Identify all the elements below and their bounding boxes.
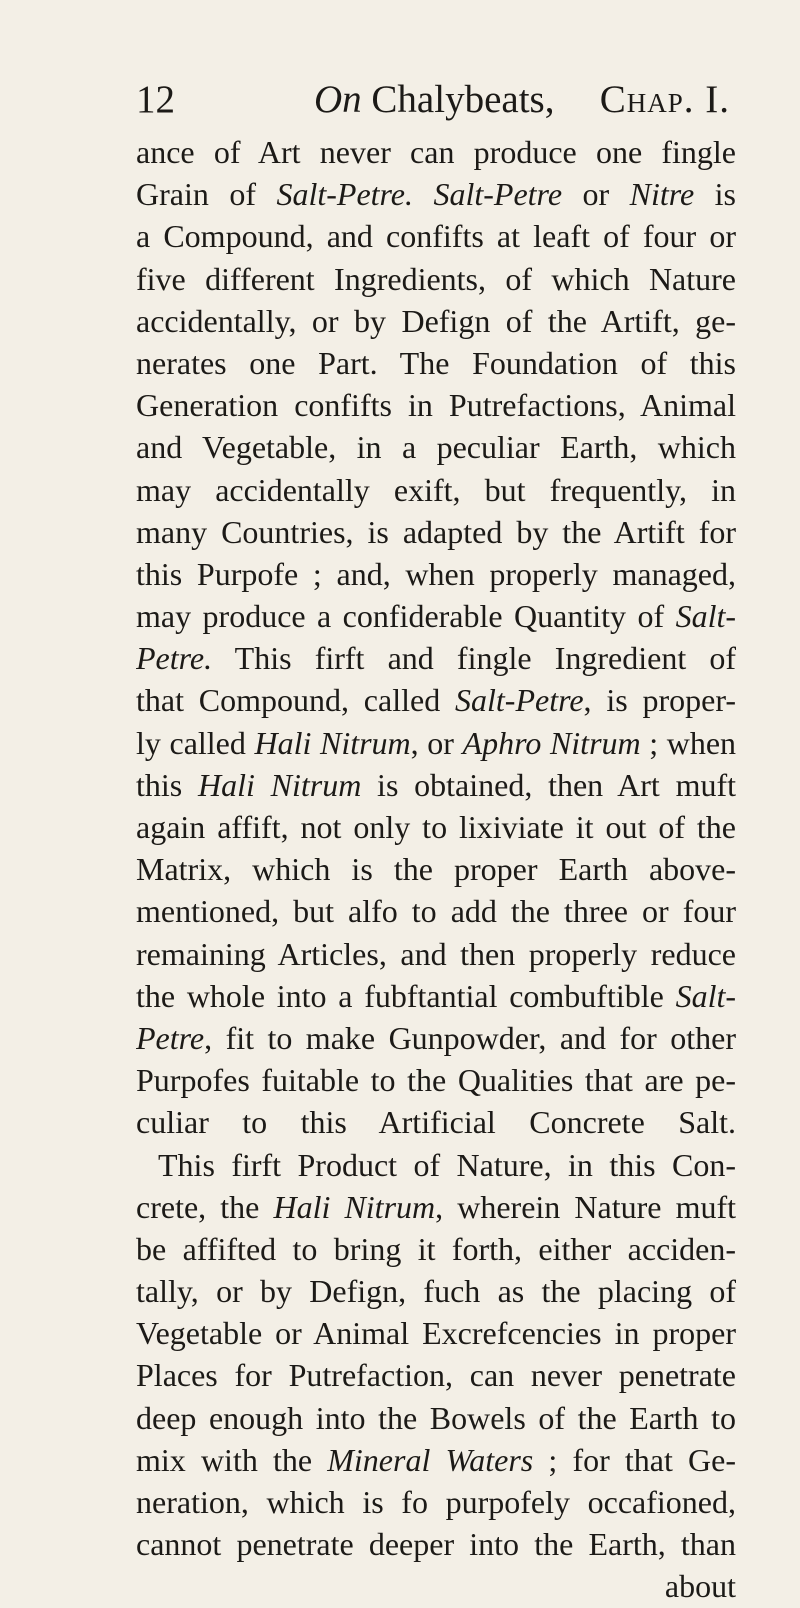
text-line <box>136 806 736 848</box>
text-run: Grain of <box>136 176 277 213</box>
text-run: again affift, not only to lixiviate it out of the <box>136 809 736 845</box>
text-line <box>136 215 736 257</box>
text-run: , is proper- <box>583 682 736 719</box>
text-run: ly called <box>136 724 255 761</box>
text-line <box>136 426 736 468</box>
text-line <box>136 1481 736 1523</box>
text-run: nerates one Part. The Foundation of this <box>136 344 736 381</box>
text-run: Places for Putrefaction, can never penetrate <box>136 1357 736 1394</box>
text-run: that Compound, called <box>136 682 455 719</box>
text-line <box>136 1354 736 1396</box>
text-run: , fit to make Gunpowder, and for other <box>204 1019 736 1056</box>
text-line <box>136 637 736 679</box>
text-run: ; when <box>640 724 736 761</box>
text-run: is obtained, then Art muft <box>361 766 736 803</box>
text-run: This firft Product of Nature, in this Con- <box>158 1146 736 1183</box>
text-run: accidentally, or by Defign of the Artift, ge- <box>136 302 736 339</box>
italic-run: Salt- <box>675 598 736 635</box>
text-run: is <box>694 176 736 213</box>
italic-run: Mineral Waters <box>327 1441 534 1478</box>
text-line <box>136 258 736 300</box>
text-run: neration, which is fo purpofely occafioned, <box>136 1484 736 1520</box>
text-line <box>136 1059 736 1101</box>
text-line <box>136 933 736 975</box>
text-run: deep enough into the Bowels of the Earth to <box>136 1399 736 1436</box>
text-run: about <box>664 1568 736 1605</box>
text-line <box>136 975 736 1017</box>
running-title <box>314 74 554 126</box>
chapter-label: Chap. I. <box>599 78 730 121</box>
text-line <box>136 1144 736 1186</box>
text-run: a Compound, and confifts at leaft of four or <box>136 218 736 255</box>
text-run: mix with the <box>136 1441 328 1478</box>
text-run: , wherein Nature muft <box>435 1188 736 1225</box>
text-line <box>136 131 736 173</box>
text-run <box>413 176 433 212</box>
text-line <box>136 1270 736 1312</box>
italic-run: Salt-Petre <box>433 176 563 213</box>
text-run: may accidentally exift, but frequently, in <box>136 471 736 508</box>
text-line <box>136 553 736 595</box>
text-run: , or <box>410 724 463 761</box>
italic-run: Aphro Nitrum <box>462 724 641 761</box>
italic-run: Salt-Petre <box>455 682 584 719</box>
text-run: ; for that Ge- <box>533 1441 736 1478</box>
text-line <box>136 1523 736 1565</box>
page-number: 12 <box>136 78 175 121</box>
text-line <box>136 890 736 932</box>
running-header <box>136 74 730 126</box>
text-line <box>136 1186 736 1228</box>
text-run: be affifted to bring it forth, either acciden- <box>136 1230 736 1267</box>
text-line <box>136 679 736 721</box>
text-run: culiar to this Artificial Concrete Salt. <box>136 1104 736 1141</box>
text-run: and Vegetable, in a peculiar Earth, which <box>136 429 736 466</box>
text-line <box>136 764 736 806</box>
text-line <box>136 1228 736 1270</box>
italic-run: Hali Nitrum <box>273 1188 436 1225</box>
text-run: crete, the <box>136 1188 274 1225</box>
text-line <box>136 722 736 764</box>
italic-run: Nitre <box>629 176 695 213</box>
text-run: tally, or by Defign, fuch as the placing of <box>136 1273 736 1310</box>
text-line <box>136 342 736 384</box>
text-line <box>136 300 736 342</box>
text-line <box>136 173 736 215</box>
text-run: Generation confifts in Putrefactions, Animal <box>136 387 736 424</box>
text-run: the whole into a fubftantial combuftible <box>136 977 676 1014</box>
text-line <box>136 1565 736 1607</box>
text-run: five different Ingredients, of which Nature <box>136 260 736 297</box>
text-line <box>136 1439 736 1481</box>
text-line <box>136 1312 736 1354</box>
text-run: many Countries, is adapted by the Artift for <box>136 513 736 550</box>
text-line <box>136 1101 736 1143</box>
text-run: this Purpofe ; and, when properly managed, <box>136 555 736 592</box>
text-run: This firft and fingle Ingredient of <box>212 640 736 677</box>
text-run: Vegetable or Animal Excrefcencies in proper <box>136 1315 736 1352</box>
text-run: mentioned, but alfo to add the three or four <box>136 893 736 930</box>
text-run: or <box>562 176 630 213</box>
text-run: Purpofes fuitable to the Qualities that are pe- <box>136 1062 736 1099</box>
text-run: remaining Articles, and then properly reduce <box>136 935 736 972</box>
italic-run: Hali Nitrum <box>197 766 362 803</box>
text-line <box>136 1017 736 1059</box>
text-line <box>136 1397 736 1439</box>
text-run: this <box>136 766 198 803</box>
text-line <box>136 848 736 890</box>
text-line <box>136 469 736 511</box>
italic-run: Petre. <box>136 640 213 677</box>
italic-run: Petre <box>136 1019 205 1056</box>
running-title-italic: On <box>314 78 362 121</box>
text-line <box>136 511 736 553</box>
text-run: ance of Art never can produce one fingle <box>136 134 736 170</box>
body-text <box>136 131 736 1608</box>
italic-run: Salt- <box>675 977 736 1014</box>
text-line <box>136 595 736 637</box>
text-line <box>136 384 736 426</box>
text-run: Matrix, which is the proper Earth above- <box>136 851 736 888</box>
text-run: may produce a confiderable Quantity of <box>136 598 676 635</box>
running-title-rest: Chalybeats, <box>361 78 555 121</box>
italic-run: Salt-Petre. <box>276 176 413 213</box>
italic-run: Hali Nitrum <box>254 724 411 761</box>
text-run: cannot penetrate deeper into the Earth, than <box>136 1526 736 1563</box>
